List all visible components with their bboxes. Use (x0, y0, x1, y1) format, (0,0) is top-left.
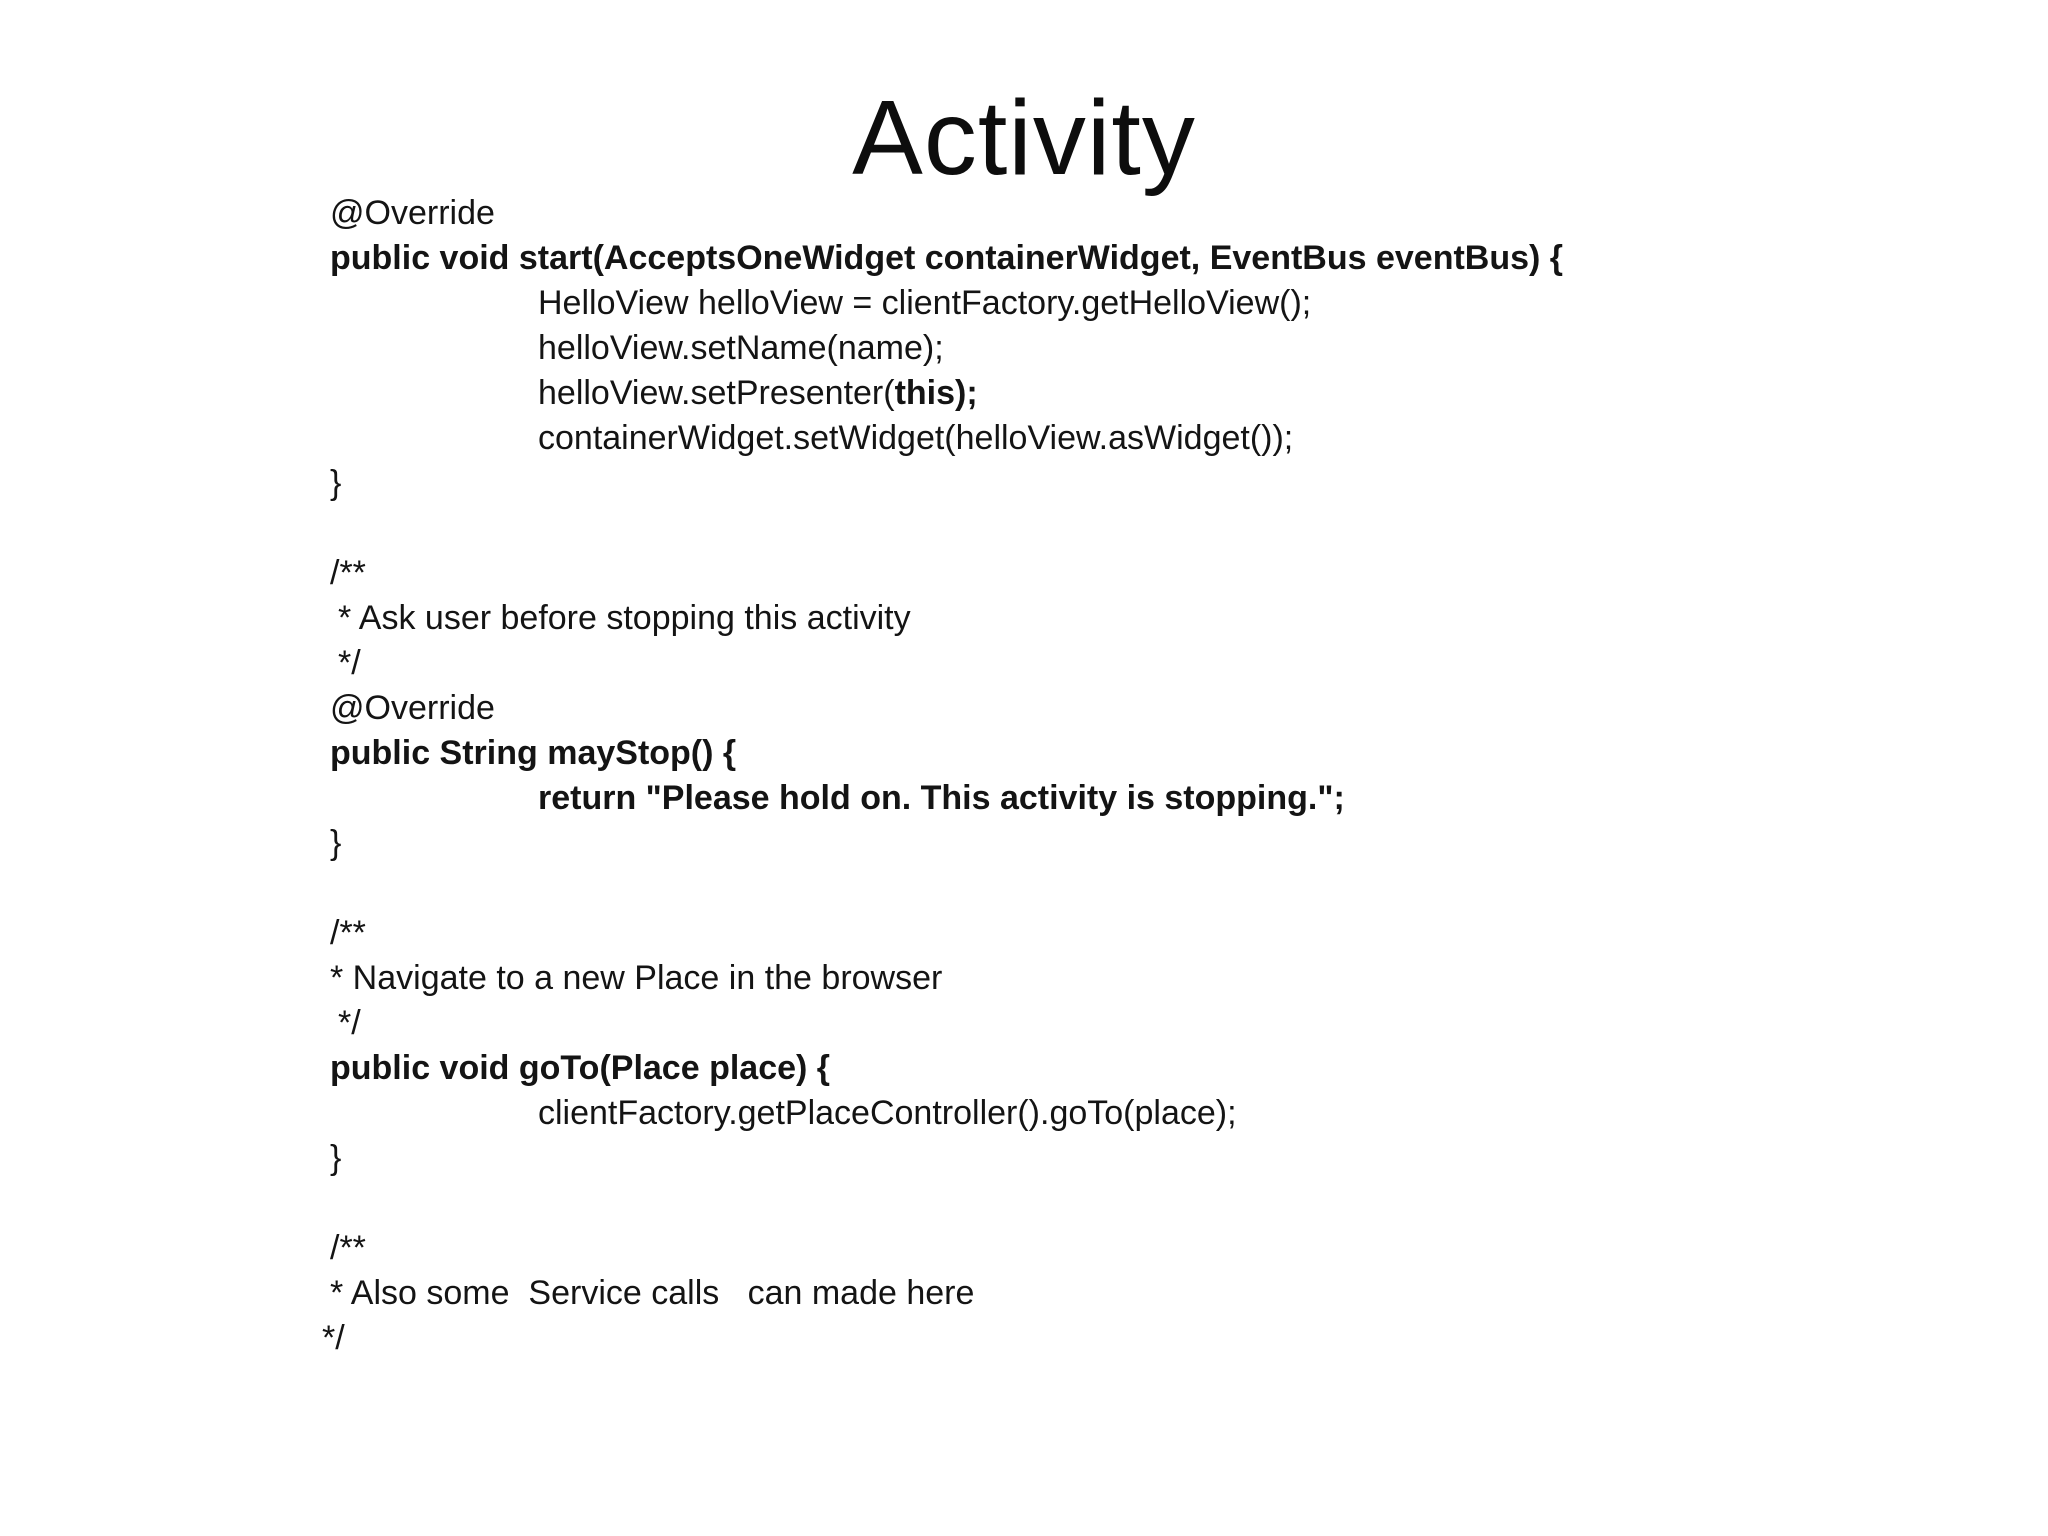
code-line-get-hello-view: HelloView helloView = clientFactory.getHelloView(); (538, 284, 1312, 322)
code-line-goto-signature: public void goTo(Place place) { (330, 1049, 831, 1087)
code-line-comment-close-2: */ (338, 1004, 361, 1042)
code-line-place-controller-goto: clientFactory.getPlaceController().goTo(place); (538, 1094, 1237, 1132)
code-line-comment-open-2: /** (330, 914, 366, 952)
code-line-close-brace-1: } (330, 464, 342, 502)
code-line-may-stop-signature: public String mayStop() { (330, 734, 737, 772)
code-this-keyword: this); (894, 374, 978, 412)
slide-title: Activity (852, 79, 1196, 197)
code-line-override-1: @Override (330, 194, 495, 232)
code-line-set-name: helloView.setName(name); (538, 329, 944, 367)
code-line-set-widget: containerWidget.setWidget(helloView.asWidget()); (538, 419, 1294, 457)
code-line-close-brace-3: } (330, 1139, 342, 1177)
code-block (322, 191, 1980, 1361)
code-line-comment-service-calls: * Also some Service calls can made here (330, 1274, 975, 1312)
code-line-comment-close-1: */ (338, 644, 361, 682)
code-line-override-2: @Override (330, 689, 495, 727)
code-line-close-brace-2: } (330, 824, 342, 862)
code-line-blank-2 (330, 866, 1980, 911)
code-line-set-presenter (330, 371, 1980, 416)
code-line-blank-3 (330, 1181, 1980, 1226)
code-set-presenter-call: helloView.setPresenter( (538, 374, 895, 412)
code-line-comment-close-3: */ (322, 1319, 345, 1357)
code-line-comment-open-3: /** (330, 1229, 366, 1267)
code-line-comment-ask-user: * Ask user before stopping this activity (338, 599, 911, 637)
code-line-blank-1 (330, 506, 1980, 551)
code-line-comment-navigate: * Navigate to a new Place in the browser (330, 959, 943, 997)
code-line-return-message: return "Please hold on. This activity is stopping."; (538, 779, 1345, 817)
code-line-start-signature: public void start(AcceptsOneWidget containerWidget, EventBus eventBus) { (330, 239, 1564, 277)
code-line-comment-open-1: /** (330, 554, 366, 592)
